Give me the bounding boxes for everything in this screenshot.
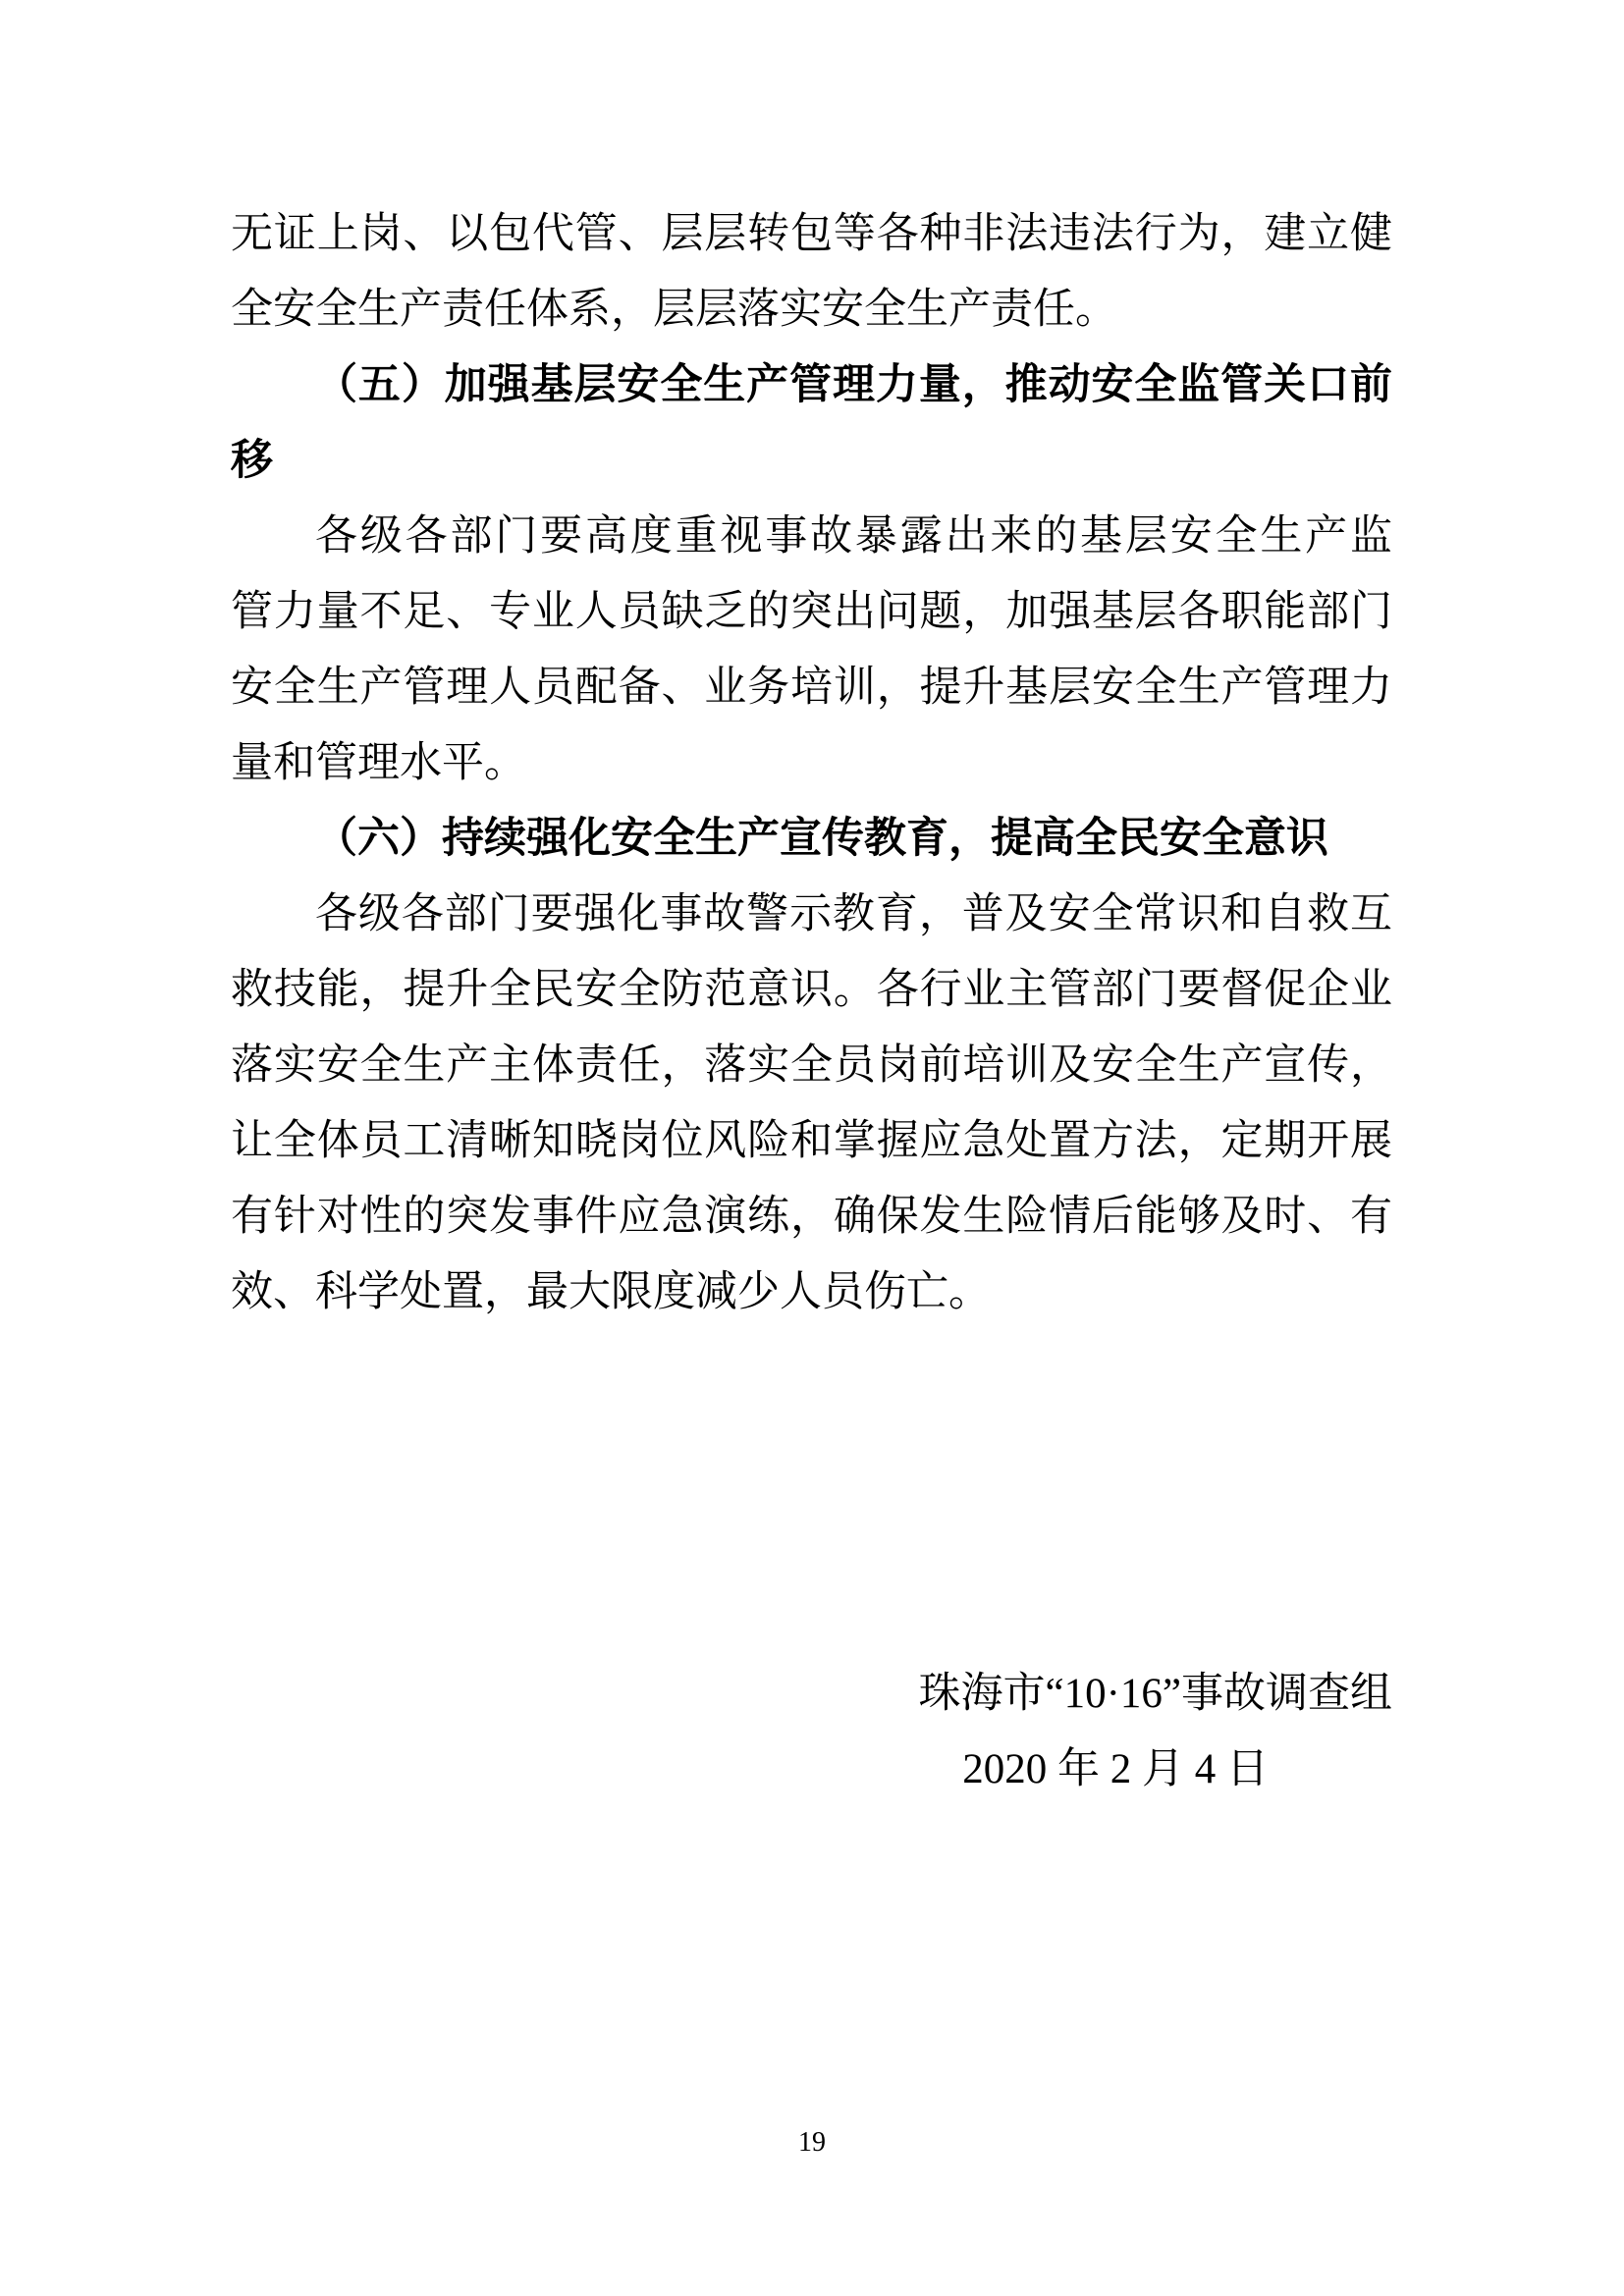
text-line: 有针对性的突发事件应急演练，确保发生险情后能够及时、有: [231, 1194, 1392, 1240]
text-line: 落实安全生产主体责任，落实全员岗前培训及安全生产宣传，: [231, 1042, 1392, 1089]
document-body: [231, 196, 1392, 1807]
text-line: 各级各部门要强化事故警示教育，普及安全常识和自救互: [315, 891, 1392, 937]
text-line: 量和管理水平。: [231, 740, 526, 786]
page-number: 19: [798, 2127, 826, 2158]
section-heading-6: （六）持续强化安全生产宣传教育，提高全民安全意识: [315, 816, 1328, 862]
section-heading-5-continued: 移: [231, 438, 273, 484]
text-line: 无证上岗、以包代管、层层转包等各种非法违法行为，建立健: [231, 211, 1392, 257]
signature-organization: 珠海市“10·16”事故调查组: [918, 1671, 1392, 1717]
text-line: 效、科学处置，最大限度减少人员伤亡。: [231, 1269, 991, 1315]
text-line: 救技能，提升全民安全防范意识。各行业主管部门要督促企业: [231, 967, 1392, 1013]
text-line: 安全生产管理人员配备、业务培训，提升基层安全生产管理力: [231, 665, 1392, 711]
text-line: 各级各部门要高度重视事故暴露出来的基层安全生产监: [315, 513, 1392, 560]
text-line: 管力量不足、专业人员缺乏的突出问题，加强基层各职能部门: [231, 589, 1392, 635]
text-line: 让全体员工清晰知晓岗位风险和掌握应急处置方法，定期开展: [231, 1118, 1392, 1164]
section-heading-5: （五）加强基层安全生产管理力量，推动安全监管关口前: [315, 362, 1392, 408]
signature-block: [231, 1656, 1392, 1807]
text-line: 全安全生产责任体系，层层落实安全生产责任。: [231, 287, 1117, 333]
signature-date: 2020 年 2 月 4 日: [962, 1746, 1269, 1792]
